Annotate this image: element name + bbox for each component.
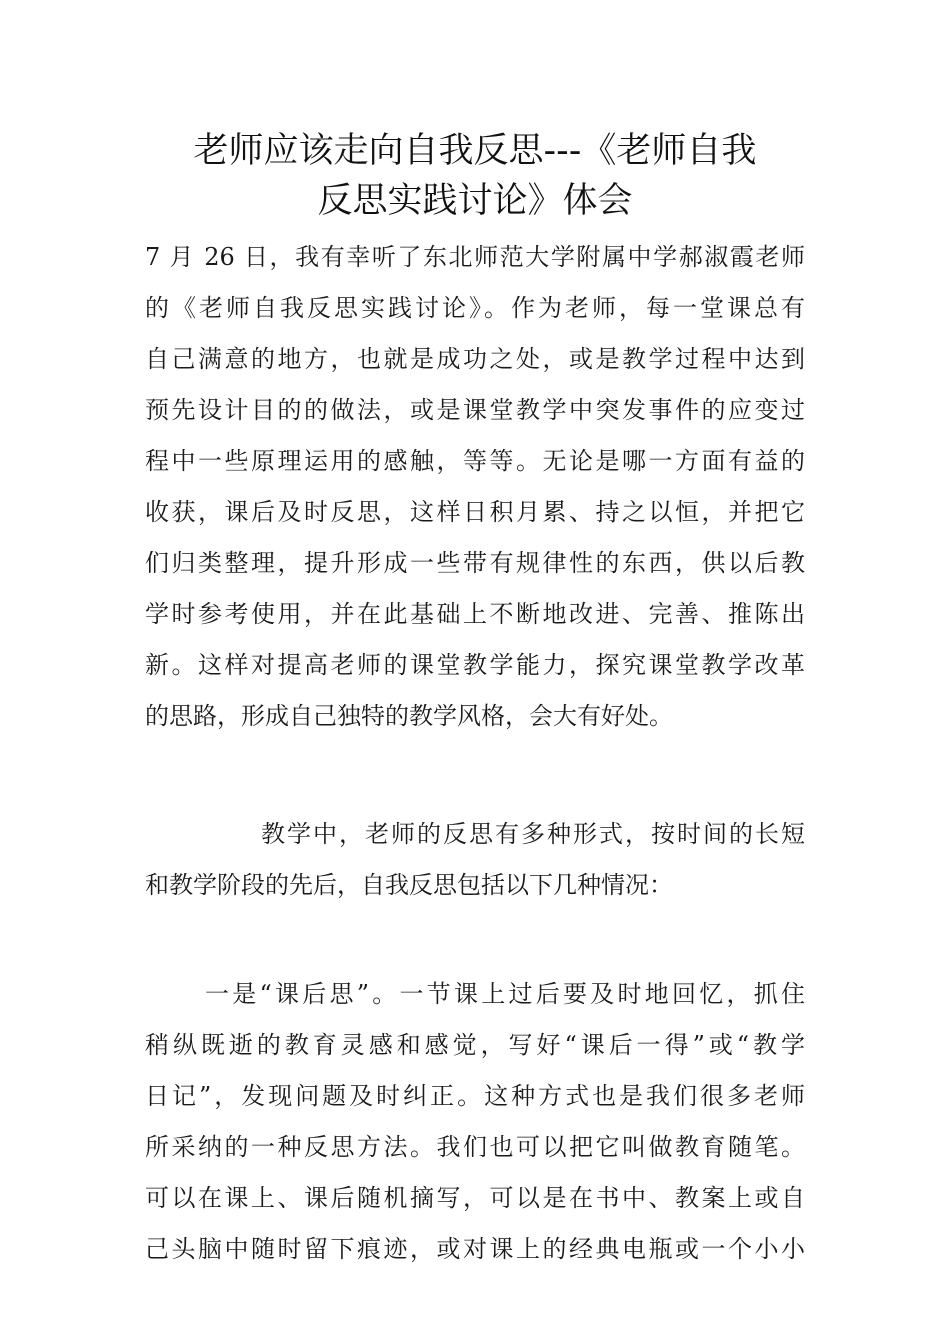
text-line: 预先设计目的的做法，或是课堂教学中突发事件的应变过 [145, 396, 805, 424]
text-line: 日记”，发现问题及时纠正。这种方式也是我们很多老师 [145, 1082, 805, 1110]
paragraph-forms [145, 809, 805, 911]
text-line: 可以在课上、课后随机摘写，可以是在书中、教案上或自 [145, 1184, 805, 1212]
title-line: 老师应该走向自我反思---《老师自我 [193, 131, 757, 171]
text-line: 稍纵既逝的教育灵感和感觉，写好“课后一得”或“教学 [145, 1031, 805, 1059]
text-line: 的《老师自我反思实践讨论》。作为老师，每一堂课总有 [145, 294, 805, 322]
document-body [145, 232, 805, 1275]
text-line: 收获，课后及时反思，这样日积月累、持之以恒，并把它 [145, 498, 805, 526]
paragraph-intro [145, 232, 805, 742]
paragraph-spacer [145, 911, 805, 969]
text-line: 新。这样对提高老师的课堂教学能力，探究课堂教学改革 [145, 651, 805, 679]
paragraph-spacer [145, 742, 805, 809]
text-line: 程中一些原理运用的感触，等等。无论是哪一方面有益的 [145, 447, 805, 475]
text-line: 自己满意的地方，也就是成功之处，或是教学过程中达到 [145, 345, 805, 373]
text-line: 学时参考使用，并在此基础上不断地改进、完善、推陈出 [145, 600, 805, 628]
text-line: 们归类整理，提升形成一些带有规律性的东西，供以后教 [145, 549, 805, 577]
text-line: 7 月 26 日，我有幸听了东北师范大学附属中学郝淑霞老师 [145, 243, 805, 271]
text-line: 和教学阶段的先后，自我反思包括以下几种情况： [145, 871, 673, 899]
text-line: 的思路，形成自己独特的教学风格，会大有好处。 [145, 702, 673, 730]
paragraph-after-class [145, 969, 805, 1275]
text-line: 教学中，老师的反思有多种形式，按时间的长短 [261, 820, 805, 848]
title-line: 反思实践讨论》体会 [317, 181, 633, 221]
text-line: 一是“课后思”。一节课上过后要及时地回忆，抓住 [205, 980, 805, 1008]
text-line: 所采纳的一种反思方法。我们也可以把它叫做教育随笔。 [145, 1133, 805, 1161]
document-title [145, 126, 805, 226]
text-line: 己头脑中随时留下痕迹，或对课上的经典电瓶或一个小小 [145, 1235, 805, 1263]
